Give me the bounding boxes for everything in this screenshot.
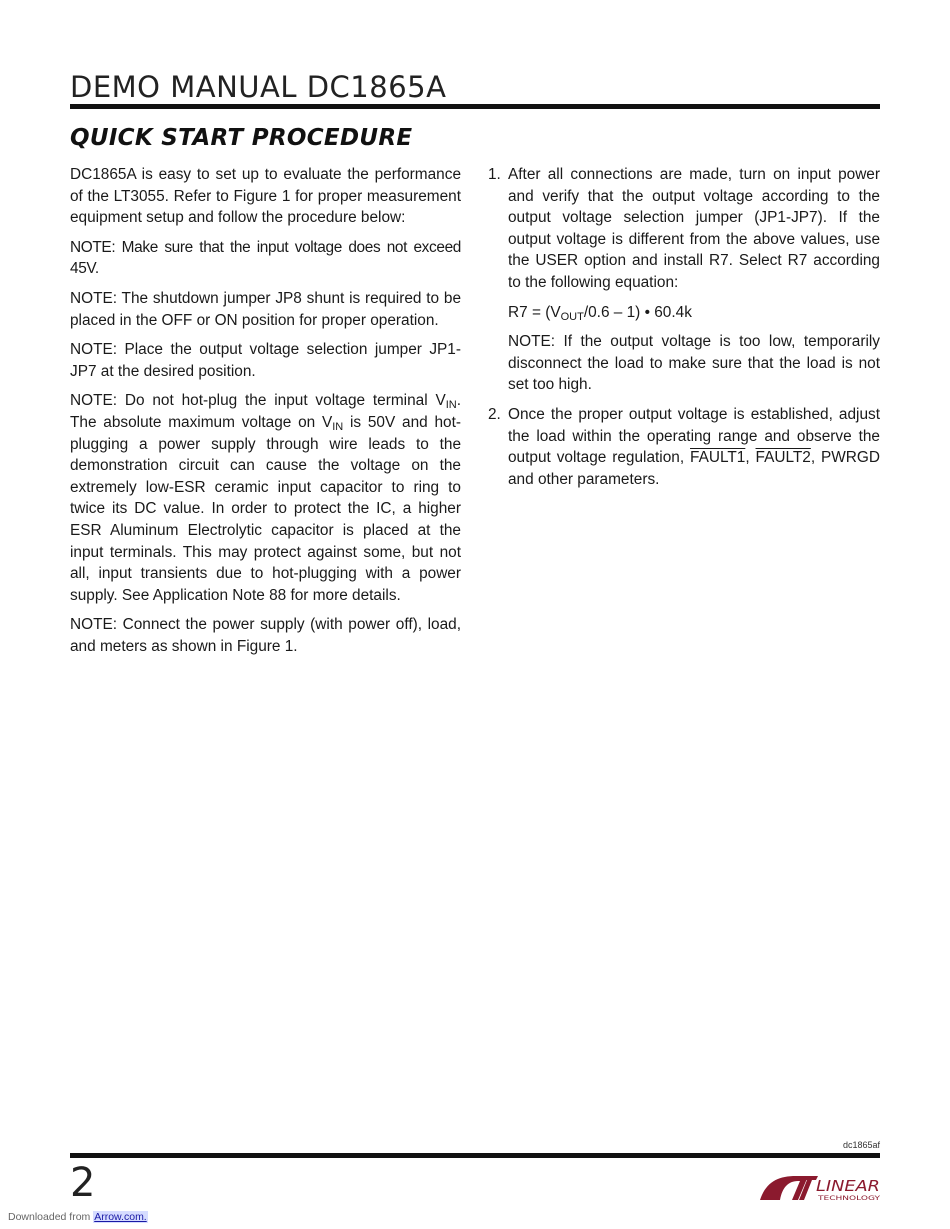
right-column — [488, 164, 880, 498]
vin-subscript: IN — [445, 399, 457, 412]
note-output-jumper: NOTE: Place the output voltage selection jumper JP1-JP7 at the desired position. — [70, 341, 461, 380]
note-hot-plug-text: . The absolute maximum voltage on V — [70, 392, 461, 431]
note-hot-plug — [70, 390, 461, 606]
step2-text-b: , PWRGD and other parameters. — [508, 449, 881, 488]
list-item-number: 2. — [488, 405, 501, 423]
step1-note: NOTE: If the output voltage is too low, temporarily disconnect the load to make sure that the load is not set too high. — [508, 333, 880, 394]
step2-separator: , — [745, 449, 756, 467]
section-title: QUICK START PROCEDURE — [70, 125, 413, 151]
intro-paragraph: DC1865A is easy to set up to evaluate the performance of the LT3055. Refer to Figure 1 for proper measurement equipment setup and follow the procedure below: — [70, 166, 461, 227]
linear-technology-logo — [756, 1170, 882, 1204]
document-code: dc1865af — [842, 1140, 880, 1150]
r7-equation — [508, 302, 880, 324]
left-column — [70, 164, 461, 665]
page-header-title: DEMO MANUAL DC1865A — [70, 70, 447, 104]
note-input-voltage: NOTE: Make sure that the input voltage does not exceed 45V. — [70, 238, 461, 278]
step2-text-a: Once the proper output voltage is established, adjust the load within the operating range and observe the output voltage regulation, — [508, 405, 880, 467]
equation-left: R7 = (V — [508, 303, 561, 321]
header-rule — [70, 104, 880, 109]
download-note — [8, 1211, 148, 1223]
vin-subscript: IN — [332, 420, 344, 433]
equation-right: /0.6 – 1) • 60.4k — [583, 303, 692, 321]
fault2-signal: FAULT2 — [755, 449, 811, 467]
fault1-signal: FAULT1 — [690, 449, 746, 467]
note-hot-plug-text: NOTE: Do not hot-plug the input voltage terminal V — [70, 392, 446, 410]
vout-subscript: OUT — [560, 310, 584, 323]
step2-text — [508, 404, 880, 490]
arrow-link[interactable]: Arrow.com. — [94, 1211, 147, 1223]
footer-rule — [70, 1153, 880, 1158]
step1-text: After all connections are made, turn on input power and verify that the output voltage according to the output voltage selection jumper (JP1-JP7). If the output voltage is different from the above values, use the USER option and install R7. Select R7 according to the following equation: — [508, 166, 880, 291]
download-prefix: Downloaded from — [8, 1211, 94, 1223]
note-shutdown-jumper: NOTE: The shutdown jumper JP8 shunt is required to be placed in the OFF or ON position for proper operation. — [70, 289, 461, 329]
note-connect-supply: NOTE: Connect the power supply (with power off), load, and meters as shown in Figure 1. — [70, 616, 461, 655]
list-item — [488, 164, 880, 396]
logo-wordmark: LINEAR — [816, 1177, 880, 1195]
note-hot-plug-text: is 50V and hot-plugging a power supply through wire leads to the demonstration circuit can cause the voltage on the extremely low-ESR ceramic input capacitor to ring to twice its DC value. In order to protect the IC, a higher ESR Aluminum Electrolytic capacitor is placed at the input terminals. This may protect against some, but not all, input transients due to hot-plugging with a power supply. See Application Note 88 for more details. — [70, 413, 461, 604]
list-item-number: 1. — [488, 166, 501, 183]
list-item — [488, 404, 880, 490]
logo-subtext: TECHNOLOGY — [816, 1194, 881, 1202]
page-number: 2 — [70, 1160, 96, 1206]
